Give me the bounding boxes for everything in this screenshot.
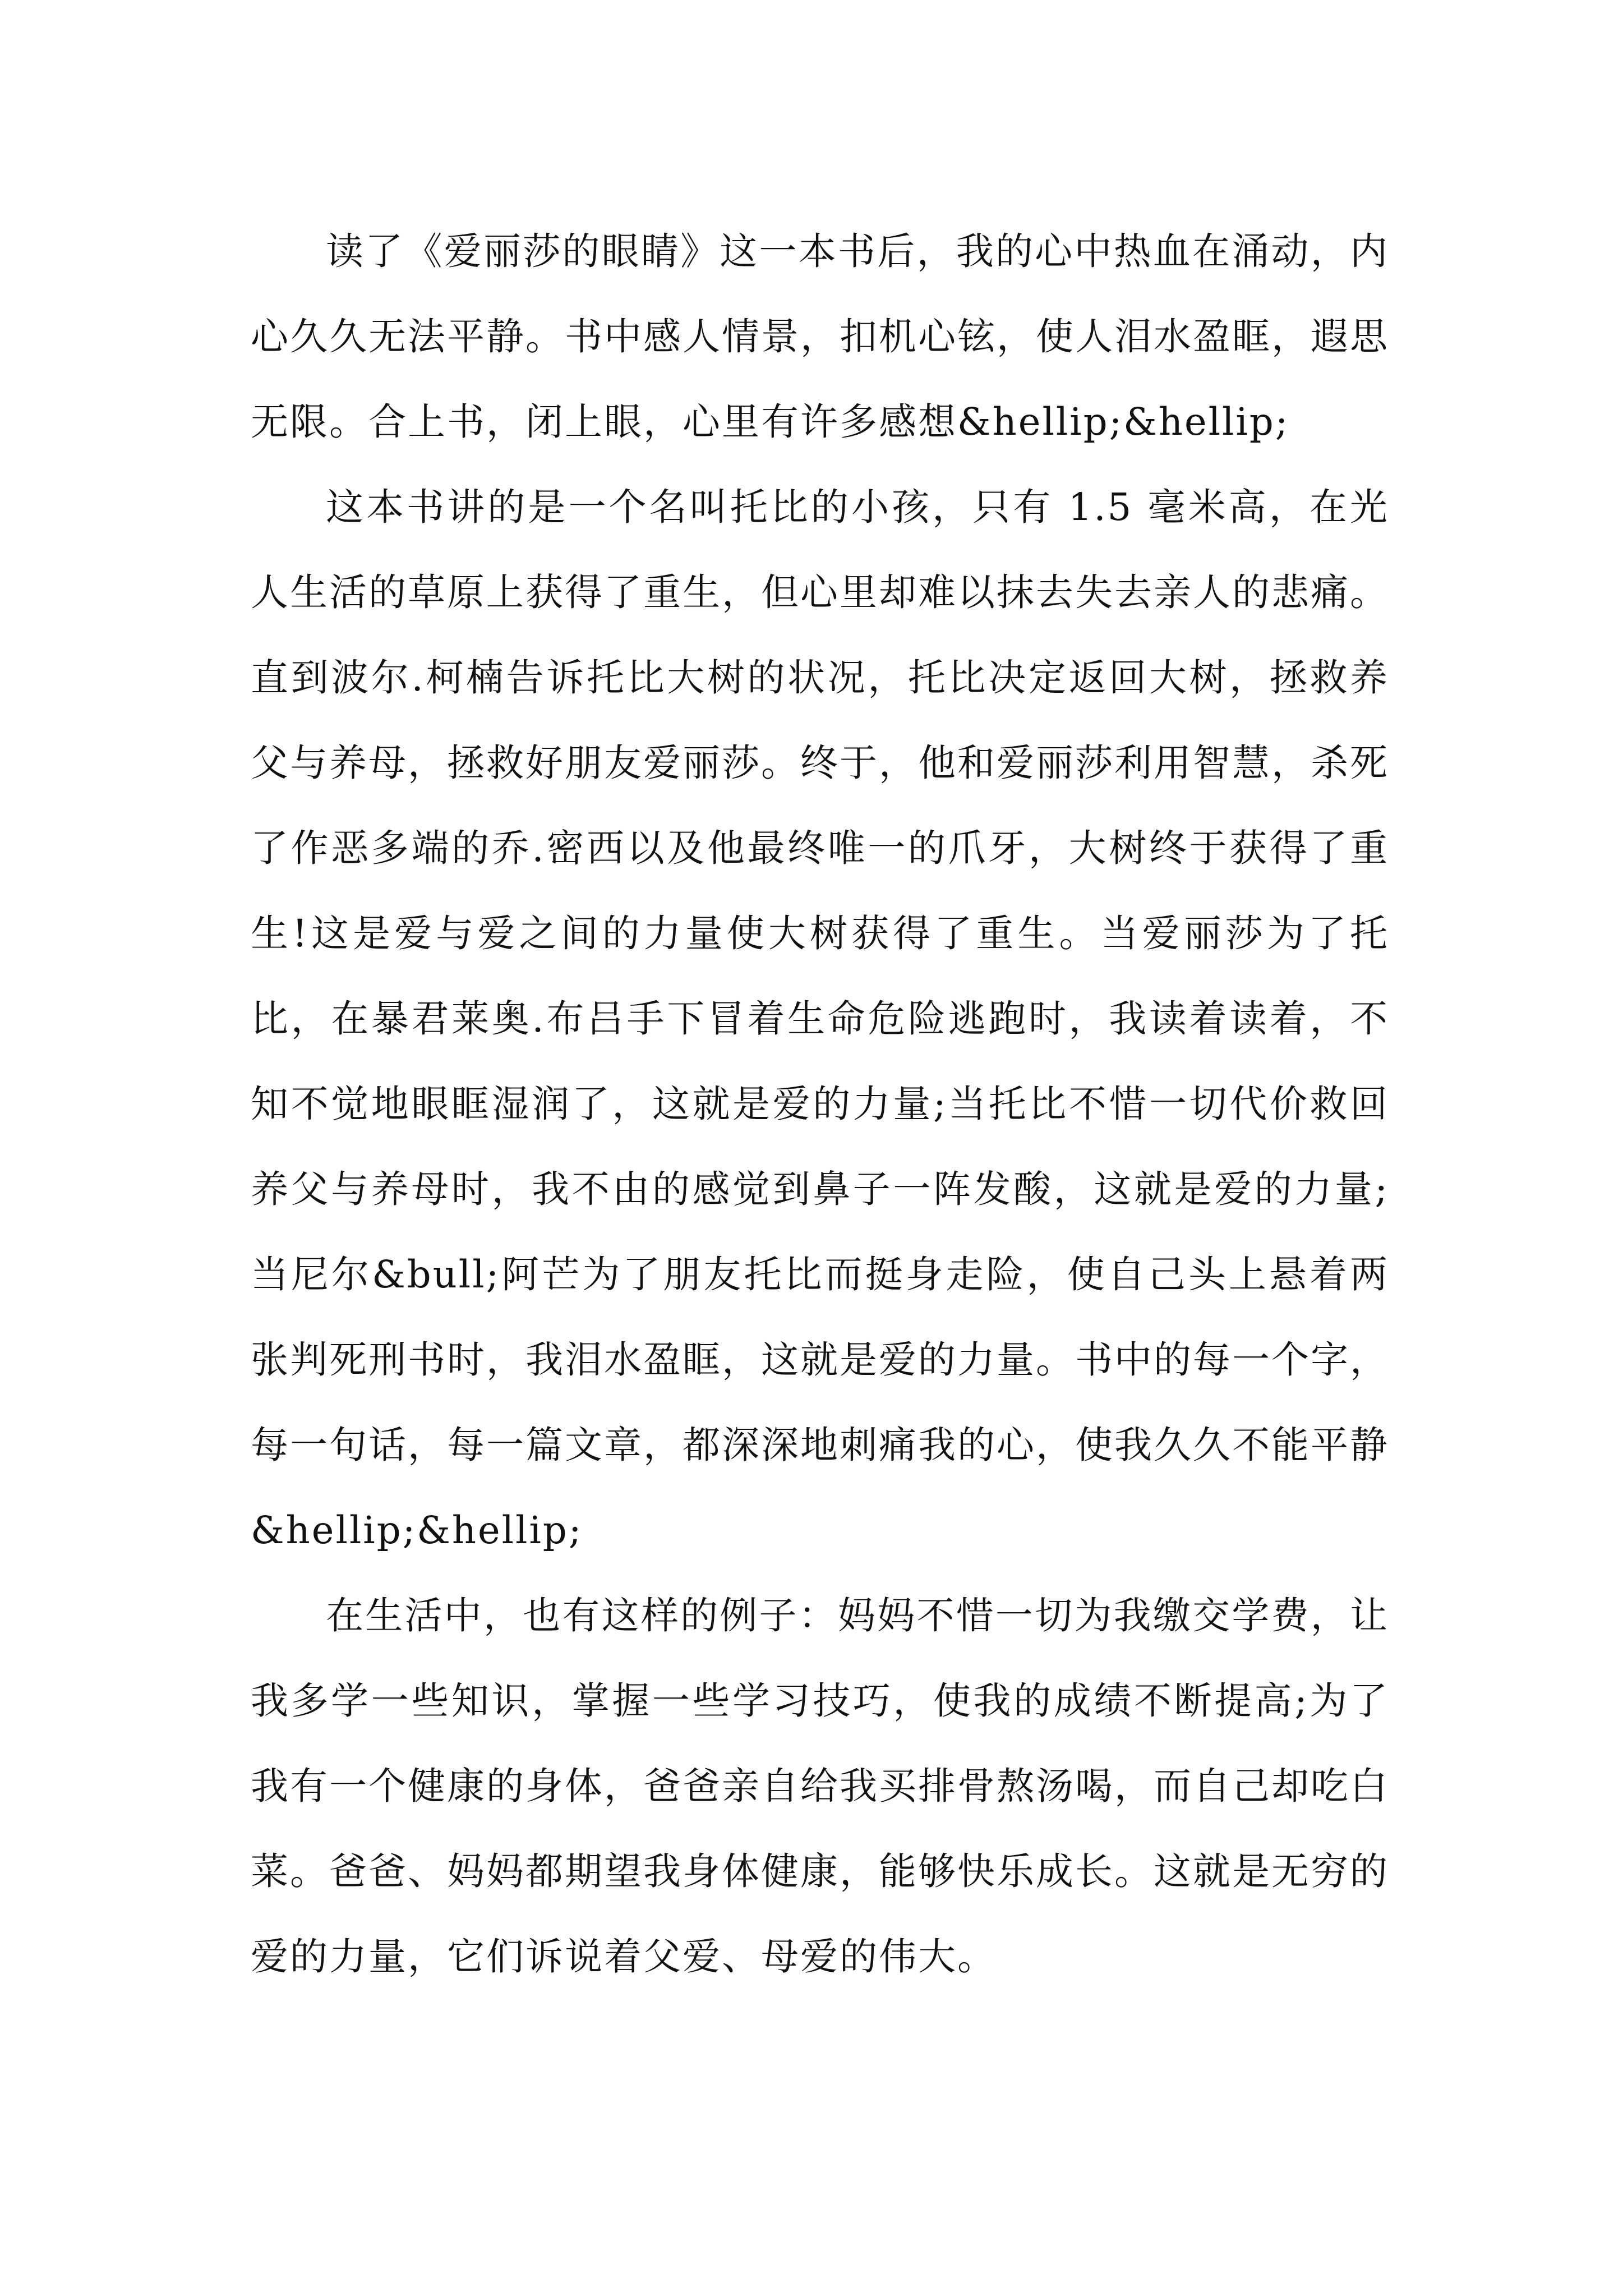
paragraph-3: 在生活中，也有这样的例子：妈妈不惜一切为我缴交学费，让我多学一些知识，掌握一些学习技巧，使我的成绩不断提高;为了我有一个健康的身体，爸爸亲自给我买排骨熬汤喝，而自己却吃白菜。爸爸、妈妈都期望我身体健康，能够快乐成长。这就是无穷的爱的力量，它们诉说着父爱、母爱的伟大。 [251, 1594, 1389, 1978]
document-body [251, 209, 1389, 1999]
paragraph-1: 读了《爱丽莎的眼睛》这一本书后，我的心中热血在涌动，内心久久无法平静。书中感人情景，扣机心铉，使人泪水盈眶，遐思无限。合上书，闭上眼，心里有许多感想&hellip;&hellip; [251, 229, 1389, 444]
paragraph-2: 这本书讲的是一个名叫托比的小孩，只有 1.5 毫米高，在光人生活的草原上获得了重生，但心里却难以抹去失去亲人的悲痛。直到波尔.柯楠告诉托比大树的状况，托比决定返回大树，拯救养父与养母，拯救好朋友爱丽莎。终于，他和爱丽莎利用智慧，杀死了作恶多端的乔.密西以及他最终唯一的爪牙，大树终于获得了重生!这是爱与爱之间的力量使大树获得了重生。当爱丽莎为了托比，在暴君莱奥.布吕手下冒着生命危险逃跑时，我读着读着，不知不觉地眼眶湿润了，这就是爱的力量;当托比不惜一切代价救回养父与养母时，我不由的感觉到鼻子一阵发酸，这就是爱的力量;当尼尔&bull;阿芒为了朋友托比而挺身走险，使自己头上悬着两张判死刑书时，我泪水盈眶，这就是爱的力量。书中的每一个字，每一句话，每一篇文章，都深深地刺痛我的心，使我久久不能平静&hellip;&hellip; [251, 485, 1389, 1552]
